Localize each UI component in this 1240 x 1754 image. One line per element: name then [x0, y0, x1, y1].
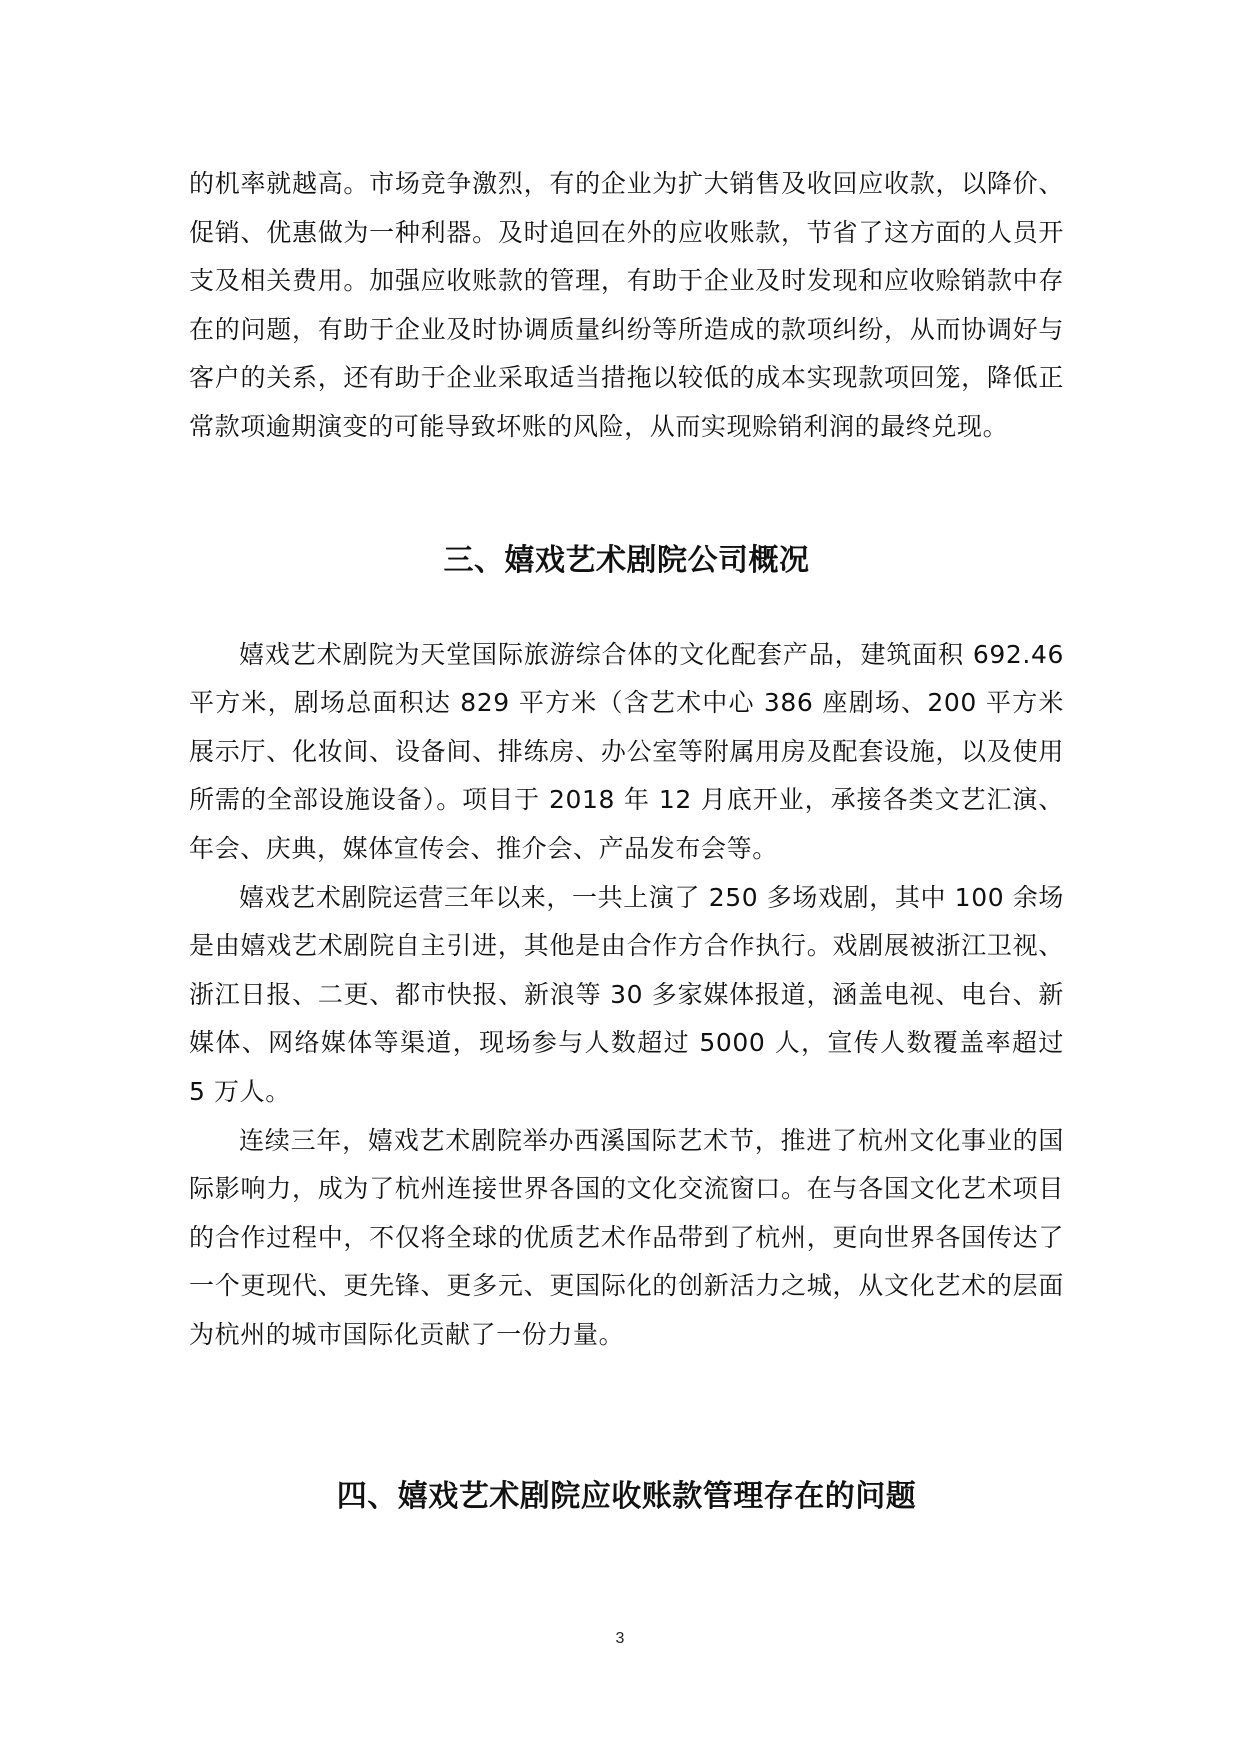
- section-3-paragraph-3: 连续三年，嬉戏艺术剧院举办西溪国际艺术节，推进了杭州文化事业的国际影响力，成为了杭州连接世界各国的文化交流窗口。在与各国文化艺术项目的合作过程中，不仅将全球的优质艺术作品带到了杭州，更向世界各国传达了一个更现代、更先锋、更多元、更国际化的创新活力之城，从文化艺术的层面为杭州的城市国际化贡献了一份力量。: [189, 1125, 1064, 1349]
- section-3-paragraph-1: 嬉戏艺术剧院为天堂国际旅游综合体的文化配套产品，建筑面积 692.46 平方米，剧场总面积达 829 平方米（含艺术中心 386 座剧场、200 平方米展示厅、化妆间、设备间、排练房、办公室等附属用房及配套设施，以及使用所需的全部设施设备）。项目于 2018 年 12 月底开业，承接各类文艺汇演、年会、庆典，媒体宣传会、推介会、产品发布会等。: [189, 639, 1064, 863]
- intro-paragraph: 的机率就越高。市场竞争激烈，有的企业为扩大销售及收回应收款，以降价、促销、优惠做为一种利器。及时追回在外的应收账款，节省了这方面的人员开支及相关费用。加强应收账款的管理，有助于企业及时发现和应收赊销款中存在的问题，有助于企业及时协调质量纠纷等所造成的款项纠纷，从而协调好与客户的关系，还有助于企业采取适当措拖以较低的成本实现款项回笼，降低正常款项逾期演变的可能导致坏账的风险，从而实现赊销利润的最终兑现。: [189, 169, 1064, 441]
- page-content: [189, 160, 1064, 1515]
- section-3-heading: 三、嬉戏艺术剧院公司概况: [443, 542, 810, 578]
- section-3-paragraph-2: 嬉戏艺术剧院运营三年以来，一共上演了 250 多场戏剧，其中 100 余场是由嬉戏艺术剧院自主引进，其他是由合作方合作执行。戏剧展被浙江卫视、浙江日报、二更、都市快报、新浪等 30 多家媒体报道，涵盖电视、电台、新媒体、网络媒体等渠道，现场参与人数超过 5000 人，宣传人数覆盖率超过 5 万人。: [189, 882, 1064, 1106]
- section-4-heading: 四、嬉戏艺术剧院应收账款管理存在的问题: [336, 1479, 917, 1515]
- page-number: 3: [615, 1630, 625, 1647]
